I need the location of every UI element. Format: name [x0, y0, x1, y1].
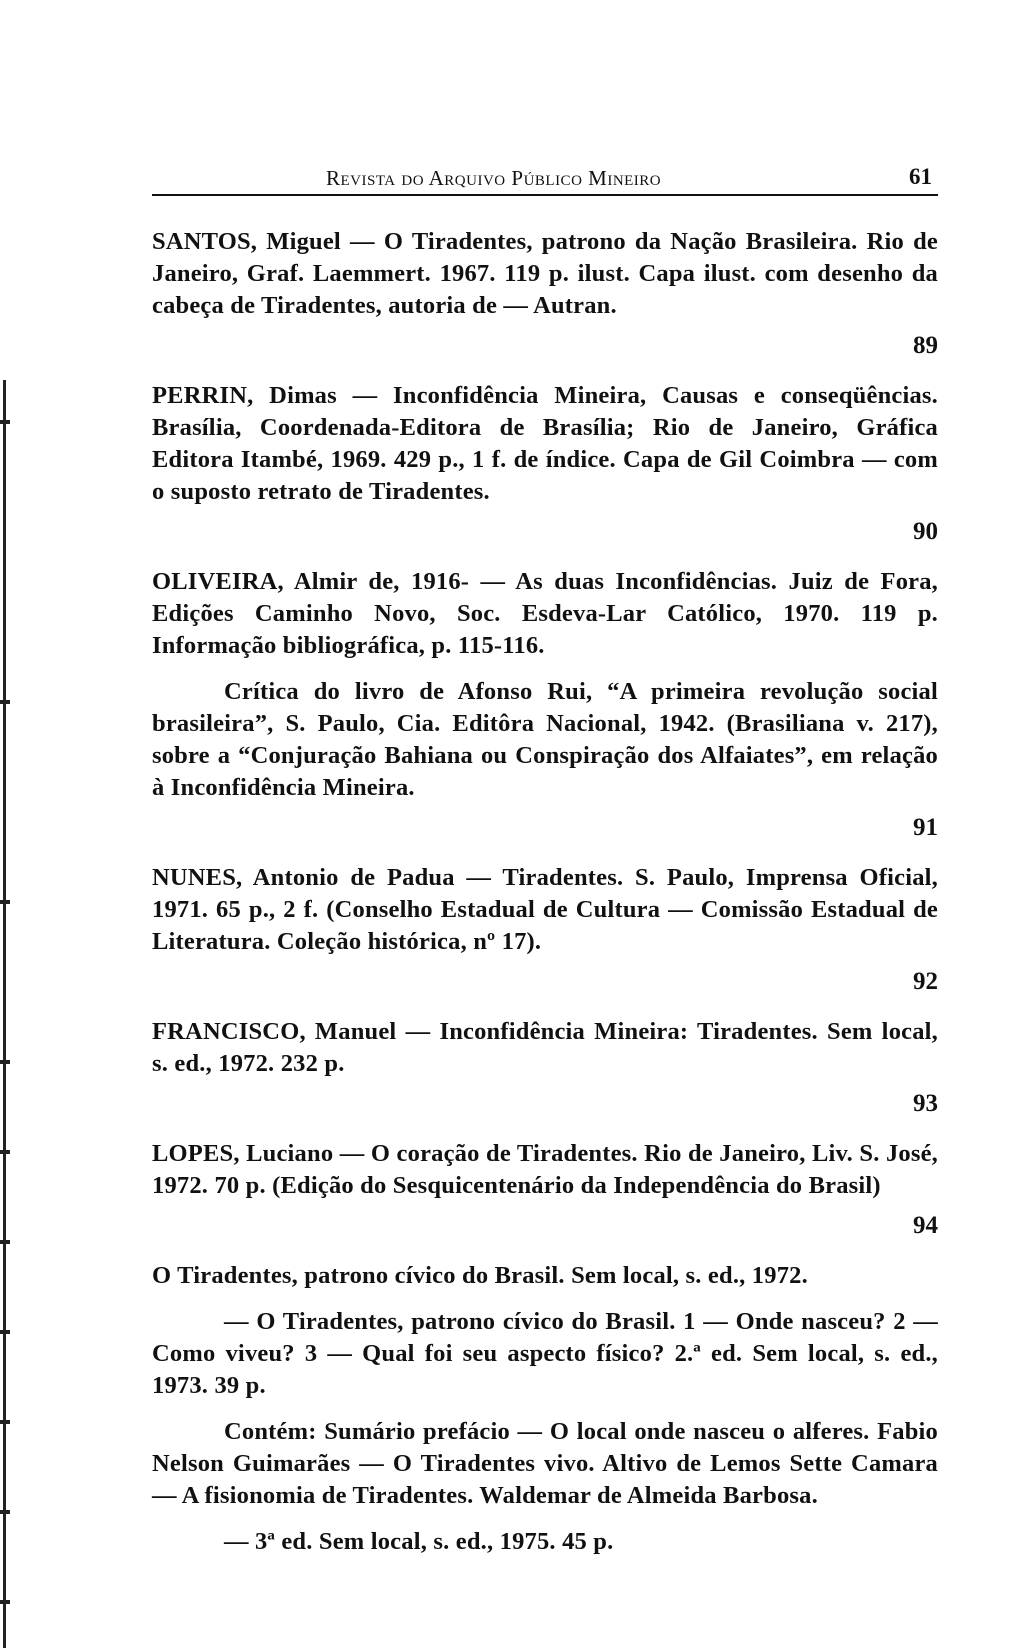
entry-number: 93 — [913, 1090, 938, 1117]
spine-mark — [0, 1330, 10, 1334]
entry-paragraph: PERRIN, Dimas — Inconfidência Mineira, Causas e conseqüências. Brasília, Coordenada-Editora de Brasília; Rio de Janeiro, Gráfica Editora Itambé, 1969. 429 p., 1 f. de índice. Capa de Gil Coimbra — com o suposto retrato de Tiradentes. — [152, 382, 938, 505]
entry-number: 92 — [913, 968, 938, 995]
spine-mark — [0, 1510, 10, 1514]
spine-mark — [0, 1150, 10, 1154]
journal-title: Revista do Arquivo Público Mineiro — [326, 166, 662, 190]
entry-paragraph: LOPES, Luciano — O coração de Tiradentes. Rio de Janeiro, Liv. S. José, 1972. 70 p. (Edição do Sesquicentenário da Independência do Brasil) — [152, 1140, 938, 1199]
entry-paragraph: O Tiradentes, patrono cívico do Brasil. Sem local, s. ed., 1972. — [152, 1262, 808, 1289]
spine-mark — [0, 420, 10, 424]
spine-mark — [0, 700, 10, 704]
spine-line — [3, 380, 6, 1648]
spine-mark — [0, 1420, 10, 1424]
spine-mark — [0, 1600, 10, 1604]
bibliography-entry — [152, 380, 938, 548]
bibliography-entry — [152, 566, 938, 844]
entry-paragraph: Crítica do livro de Afonso Rui, “A primeira revolução social brasileira”, S. Paulo, Cia. Editôra Nacional, 1942. (Brasiliana v. 217), sobre a “Conjuração Bahiana ou Conspiração dos Alfaiates”, em relação à Inconfidência Mineira. — [152, 678, 938, 801]
entry-paragraph: Contém: Sumário prefácio — O local onde nasceu o alferes. Fabio Nelson Guimarães — O Tiradentes vivo. Altivo de Lemos Sette Camara — A fisionomia de Tiradentes. Waldemar de Almeida Barbosa. — [152, 1418, 938, 1509]
entry-number: 94 — [913, 1212, 938, 1239]
bibliography-entry — [152, 1260, 938, 1558]
bibliography-entry — [152, 862, 938, 998]
entry-number: 89 — [913, 332, 938, 359]
spine-mark — [0, 900, 10, 904]
page-number: 61 — [909, 164, 932, 189]
entry-paragraph: SANTOS, Miguel — O Tiradentes, patrono da Nação Brasileira. Rio de Janeiro, Graf. Laemmert. 1967. 119 p. ilust. Capa ilust. com desenho da cabeça de Tiradentes, autoria de — Autran. — [152, 228, 938, 319]
entry-paragraph: NUNES, Antonio de Padua — Tiradentes. S. Paulo, Imprensa Oficial, 1971. 65 p., 2 f. (Conselho Estadual de Cultura — Comissão Estadual de Literatura. Coleção histórica, nº 17). — [152, 864, 938, 955]
entry-number: 91 — [913, 814, 938, 841]
entry-paragraph: — 3ª ed. Sem local, s. ed., 1975. 45 p. — [224, 1528, 614, 1555]
entry-paragraph: OLIVEIRA, Almir de, 1916- — As duas Inconfidências. Juiz de Fora, Edições Caminho Novo, Soc. Esdeva-Lar Católico, 1970. 119 p. Informação bibliográfica, p. 115-116. — [152, 568, 938, 659]
bibliography-entry — [152, 226, 938, 362]
bibliography-entries — [152, 226, 938, 1558]
bibliography-entry — [152, 1016, 938, 1120]
book-spine-edge — [0, 0, 14, 1648]
entry-number: 90 — [913, 518, 938, 545]
entry-paragraph: — O Tiradentes, patrono cívico do Brasil. 1 — Onde nasceu? 2 — Como viveu? 3 — Qual foi seu aspecto físico? 2.ª ed. Sem local, s. ed., 1973. 39 p. — [152, 1308, 938, 1399]
running-header — [152, 160, 938, 196]
spine-mark — [0, 1060, 10, 1064]
spine-mark — [0, 1240, 10, 1244]
entry-paragraph: FRANCISCO, Manuel — Inconfidência Mineira: Tiradentes. Sem local, s. ed., 1972. 232 p. — [152, 1018, 938, 1077]
bibliography-entry — [152, 1138, 938, 1242]
